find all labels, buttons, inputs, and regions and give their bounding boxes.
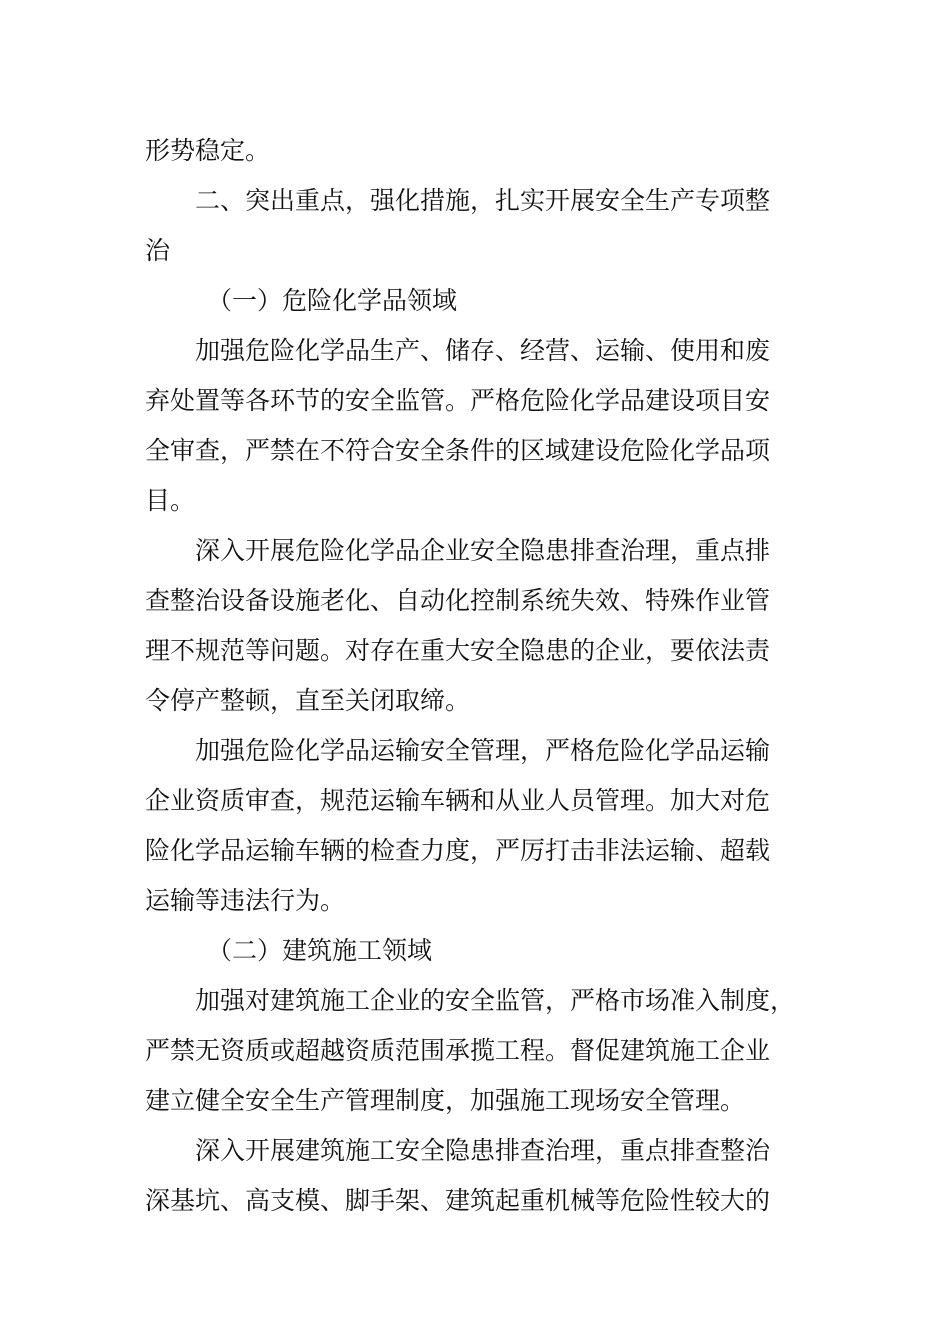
- paragraph-line: 企业资质审查，规范运输车辆和从业人员管理。加大对危: [145, 786, 771, 815]
- paragraph-line: 运输等违法行为。: [145, 886, 346, 915]
- paragraph-line: 严禁无资质或超越资质范围承揽工程。督促建筑施工企业: [145, 1036, 771, 1065]
- paragraph-line: 加强对建筑施工企业的安全监管，严格市场准入制度，: [195, 986, 796, 1015]
- paragraph-line: 查整治设备设施老化、自动化控制系统失效、特殊作业管: [145, 586, 771, 615]
- paragraph-line: 险化学品运输车辆的检查力度，严厉打击非法运输、超载: [145, 836, 771, 865]
- paragraph-line: 深入开展建筑施工安全隐患排查治理，重点排查整治: [195, 1136, 771, 1165]
- paragraph-line: 深基坑、高支模、脚手架、建筑起重机械等危险性较大的: [145, 1186, 771, 1215]
- paragraph-line: 理不规范等问题。对存在重大安全隐患的企业，要依法责: [145, 636, 771, 665]
- paragraph-line: 令停产整顿，直至关闭取缔。: [145, 686, 471, 715]
- paragraph-line: 加强危险化学品生产、储存、经营、运输、使用和废: [195, 336, 771, 365]
- paragraph-line: 弃处置等各环节的安全监管。严格危险化学品建设项目安: [145, 386, 771, 415]
- paragraph-line: 深入开展危险化学品企业安全隐患排查治理，重点排: [195, 536, 771, 565]
- paragraph-line: 加强危险化学品运输安全管理，严格危险化学品运输: [195, 736, 771, 765]
- subsection-heading: （一）危险化学品领域: [207, 286, 458, 315]
- paragraph-line: 形势稳定。: [145, 136, 271, 165]
- section-heading-line: 治: [145, 236, 171, 265]
- subsection-heading: （二）建筑施工领域: [207, 936, 433, 965]
- paragraph-line: 全审查，严禁在不符合安全条件的区域建设危险化学品项: [145, 436, 771, 465]
- paragraph-line: 建立健全安全生产管理制度，加强施工现场安全管理。: [145, 1086, 746, 1115]
- document-body: [145, 126, 825, 1226]
- section-heading-line: 二、突出重点，强化措施，扎实开展安全生产专项整: [195, 186, 771, 215]
- paragraph-line: 目。: [145, 486, 196, 515]
